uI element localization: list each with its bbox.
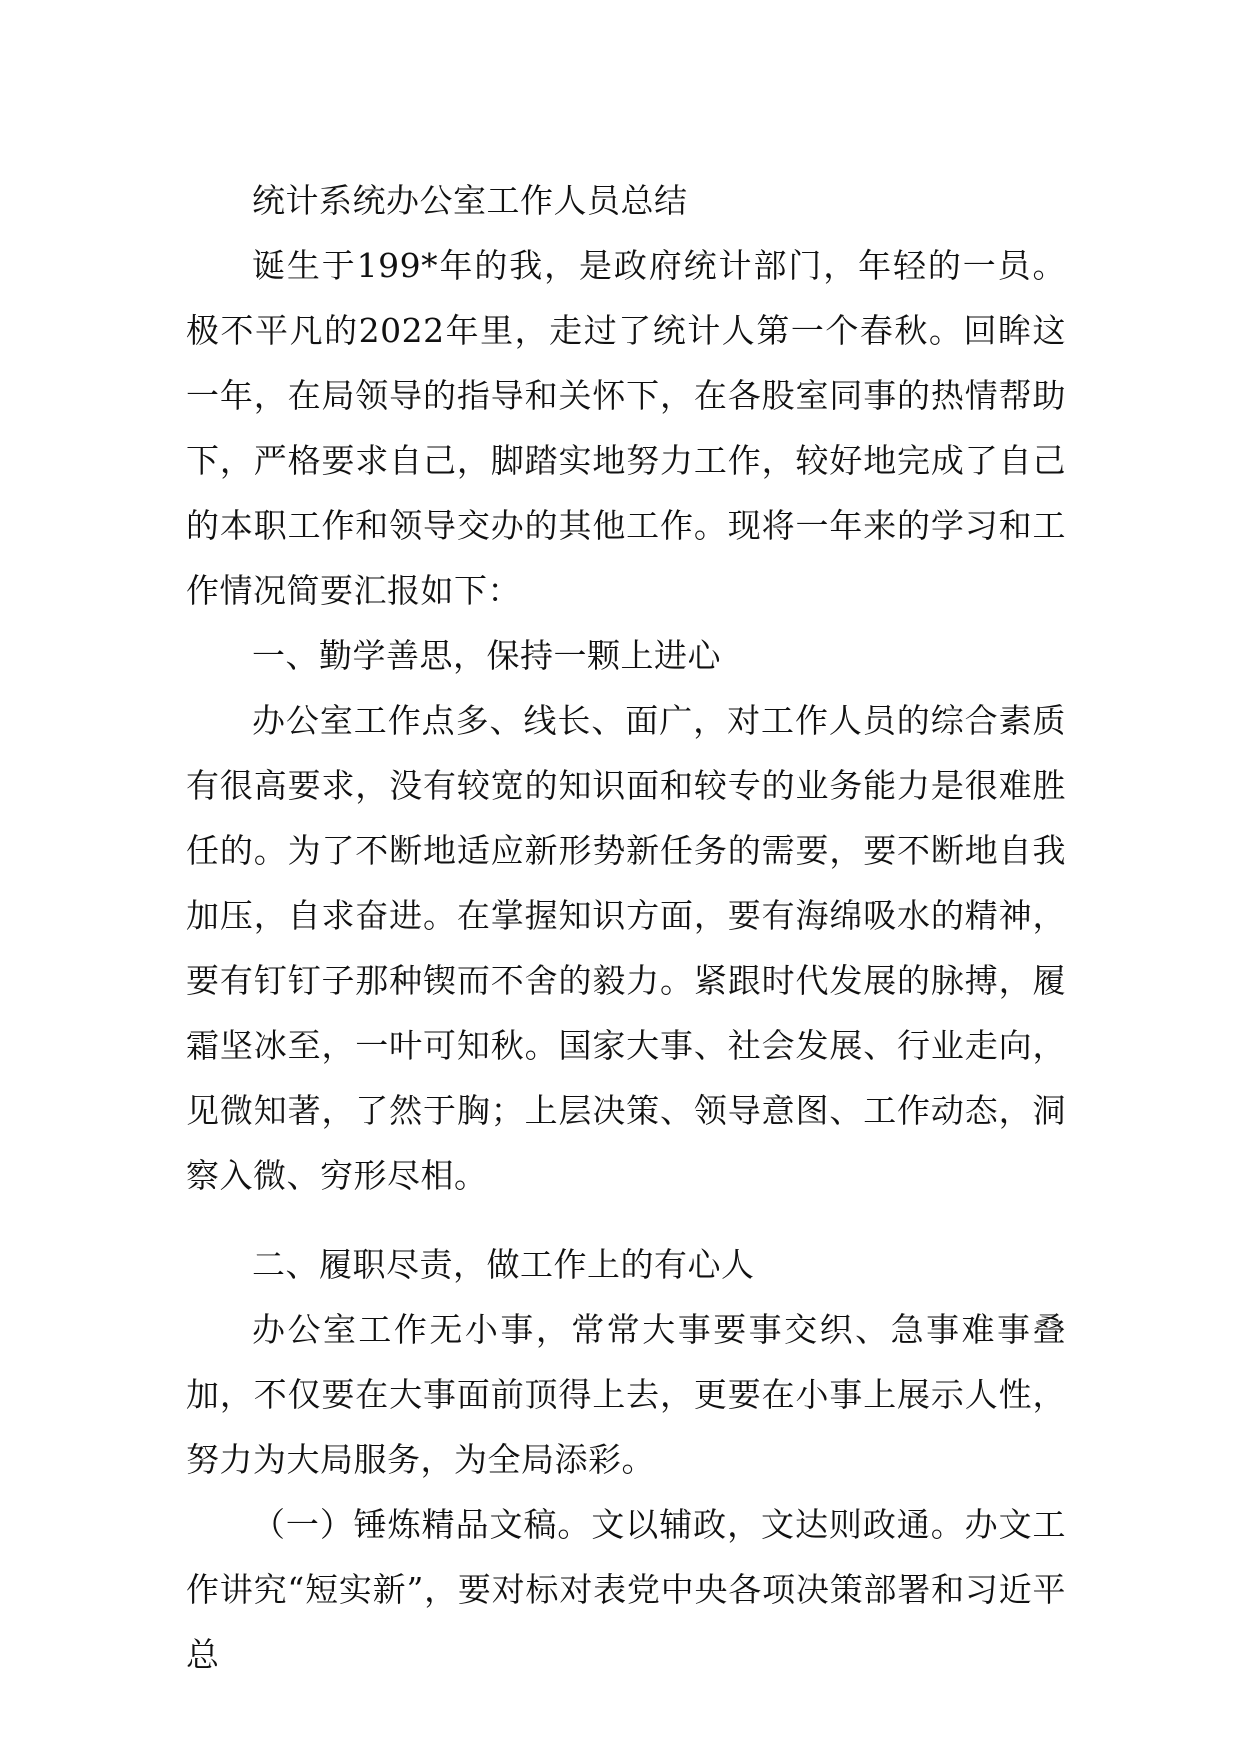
- subsection-1-paragraph: （一）锤炼精品文稿。文以辅政，文达则政通。办文工作讲究“短实新”，要对标对表党中央各项决策部署和习近平总: [186, 1505, 1066, 1674]
- section-1-paragraph: 办公室工作点多、线长、面广，对工作人员的综合素质有很高要求，没有较宽的知识面和较专的业务能力是很难胜任的。为了不断地适应新形势新任务的需要，要不断地自我加压，自求奋进。在掌握知识方面，要有海绵吸水的精神，要有钉钉子那种锲而不舍的毅力。紧跟时代发展的脉搏，履霜坚冰至，一叶可知秋。国家大事、社会发展、行业走向，见微知著，了然于胸；上层决策、领导意图、工作动态，洞察入微、穷形尽相。: [186, 701, 1066, 1195]
- section-heading-2: 二、履职尽责，做工作上的有心人: [252, 1245, 755, 1284]
- paragraph-spacer: [186, 1208, 1066, 1232]
- document-body: [186, 168, 1066, 1687]
- intro-paragraph: 诞生于199*年的我，是政府统计部门，年轻的一员。极不平凡的2022年里，走过了统计人第一个春秋。回眸这一年，在局领导的指导和关怀下，在各股室同事的热情帮助下，严格要求自己，脚踏实地努力工作，较好地完成了自己的本职工作和领导交办的其他工作。现将一年来的学习和工作情况简要汇报如下：: [186, 246, 1066, 610]
- document-title: 统计系统办公室工作人员总结: [252, 181, 688, 220]
- section-2-paragraph: 办公室工作无小事，常常大事要事交织、急事难事叠加，不仅要在大事面前顶得上去，更要在小事上展示人性，努力为大局服务，为全局添彩。: [186, 1310, 1066, 1479]
- section-heading-1: 一、勤学善思，保持一颗上进心: [252, 636, 721, 675]
